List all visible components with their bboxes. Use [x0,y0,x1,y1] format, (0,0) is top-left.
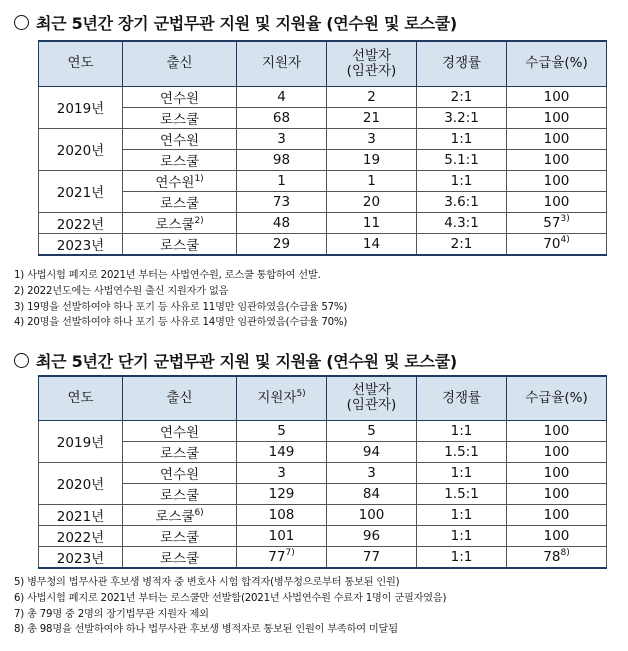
ratio-cell: 1:1 [417,546,507,568]
ratio-cell: 3.2:1 [417,107,507,128]
ratio-cell: 1.5:1 [417,441,507,462]
ratio-cell: 2:1 [417,86,507,107]
rate-cell: 100 [507,170,607,191]
rate-cell: 100 [507,128,607,149]
col-ratio: 경쟁률 [417,41,507,86]
applicants-cell: 3 [237,128,327,149]
ratio-cell: 1:1 [417,420,507,441]
origin-cell: 로스쿨 [123,525,237,546]
rate-cell: 100 [507,525,607,546]
year-cell: 2019년 [39,420,123,462]
col-origin: 출신 [123,376,237,420]
origin-cell: 연수원$^{1)}$ [123,170,237,191]
col-selected: 선발자 (임관자) [327,376,417,420]
applicants-cell: 3 [237,462,327,483]
note: 4) 20명을 선발하여야 하나 포기 등 사유로 14명만 임관하였음(수급율 70%) [14,317,348,329]
origin-cell: 로스쿨$^{2)}$ [123,212,237,233]
origin-cell: 로스쿨$^{6)}$ [123,504,237,525]
note: 8) 총 98명을 선발하여야 하나 법무사관 후보생 병적자로 통보된 인원이 부족하여 미달됨 [14,624,398,636]
col-applicants: 지원자$^{5)}$ [237,376,327,420]
col-selected: 선발자 (임관자) [327,41,417,86]
selected-cell: 3 [327,128,417,149]
note: 5) 병무청의 법무사관 후보생 병적자 중 변호사 시험 합격자(병무청으로부터 통보된 인원) [14,577,400,588]
rate-cell: 100 [507,441,607,462]
rate-cell: 100 [507,149,607,170]
origin-cell: 로스쿨 [123,233,237,255]
ratio-cell: 1:1 [417,525,507,546]
year-cell: 2021년 [39,170,123,212]
applicants-cell: 1 [237,170,327,191]
selected-cell: 94 [327,441,417,462]
rate-cell: 100 [507,86,607,107]
long-term-table [38,40,607,256]
section1-notes [14,268,347,331]
table-row [39,212,607,233]
applicants-cell: 68 [237,107,327,128]
selected-cell: 19 [327,149,417,170]
selected-cell: 3 [327,462,417,483]
col-year: 연도 [39,376,123,420]
table-row [39,420,607,441]
selected-cell: 77 [327,546,417,568]
rate-cell: 100 [507,191,607,212]
year-cell: 2022년 [39,212,123,233]
applicants-cell: 29 [237,233,327,255]
ratio-cell: 1:1 [417,462,507,483]
table-row [39,233,607,255]
origin-cell: 연수원 [123,86,237,107]
origin-cell: 연수원 [123,462,237,483]
short-term-table [38,375,607,569]
note: 2) 2022년도에는 사법연수원 출신 지원자가 없음 [14,285,229,297]
year-cell: 2023년 [39,233,123,255]
applicants-cell: 77$^{7)}$ [237,546,327,568]
applicants-cell: 101 [237,525,327,546]
applicants-cell: 108 [237,504,327,525]
table-row [39,483,607,504]
rate-cell: 100 [507,462,607,483]
col-year: 연도 [39,41,123,86]
table-row [39,525,607,546]
ratio-cell: 2:1 [417,233,507,255]
origin-cell: 연수원 [123,420,237,441]
applicants-cell: 48 [237,212,327,233]
note: 1) 사법시험 폐지로 2021년 부터는 사법연수원, 로스쿨 통합하여 선발. [14,270,321,281]
table-row [39,107,607,128]
year-cell: 2022년 [39,525,123,546]
selected-cell: 14 [327,233,417,255]
applicants-cell: 4 [237,86,327,107]
section2-title: 최근 5년간 단기 군법무관 지원 및 지원율 (연수원 및 로스쿨) [14,349,457,372]
applicants-cell: 73 [237,191,327,212]
rate-cell: 70$^{4)}$ [507,233,607,255]
col-origin: 출신 [123,41,237,86]
ratio-cell: 1.5:1 [417,483,507,504]
ratio-cell: 1:1 [417,504,507,525]
note: 6) 사법시험 폐지로 2021년 부터는 로스쿨만 선발함(2021년 사법연수원 수료자 1명이 군필자였음) [14,592,447,604]
origin-cell: 로스쿨 [123,546,237,568]
year-cell: 2020년 [39,128,123,170]
ratio-cell: 1:1 [417,170,507,191]
rate-cell: 100 [507,504,607,525]
selected-cell: 96 [327,525,417,546]
applicants-cell: 149 [237,441,327,462]
section2-notes [14,575,446,638]
year-cell: 2021년 [39,504,123,525]
origin-cell: 연수원 [123,128,237,149]
table-row [39,191,607,212]
origin-cell: 로스쿨 [123,107,237,128]
year-cell: 2023년 [39,546,123,568]
applicants-cell: 129 [237,483,327,504]
origin-cell: 로스쿨 [123,483,237,504]
selected-cell: 1 [327,170,417,191]
table-row [39,441,607,462]
col-rate: 수급율(%) [507,376,607,420]
rate-cell: 100 [507,483,607,504]
selected-cell: 100 [327,504,417,525]
note: 7) 총 79명 중 2명의 장기법무관 지원자 제외 [14,608,209,620]
rate-cell: 100 [507,107,607,128]
ratio-cell: 4.3:1 [417,212,507,233]
col-rate: 수급율(%) [507,41,607,86]
ratio-cell: 5.1:1 [417,149,507,170]
origin-cell: 로스쿨 [123,441,237,462]
table-row [39,86,607,107]
rate-cell: 100 [507,420,607,441]
applicants-cell: 5 [237,420,327,441]
table-row [39,170,607,191]
year-cell: 2020년 [39,462,123,504]
table-row [39,128,607,149]
ratio-cell: 3.6:1 [417,191,507,212]
origin-cell: 로스쿨 [123,149,237,170]
table-row [39,462,607,483]
selected-cell: 84 [327,483,417,504]
note: 3) 19명을 선발하여야 하나 포기 등 사유로 11명만 임관하였음(수급율 57%) [14,301,348,313]
table-row [39,546,607,568]
origin-cell: 로스쿨 [123,191,237,212]
selected-cell: 2 [327,86,417,107]
selected-cell: 5 [327,420,417,441]
table-row [39,149,607,170]
selected-cell: 21 [327,107,417,128]
circle-bullet-icon [14,15,29,30]
selected-cell: 11 [327,212,417,233]
section1-title: 최근 5년간 장기 군법무관 지원 및 지원율 (연수원 및 로스쿨) [14,11,457,34]
col-applicants: 지원자 [237,41,327,86]
rate-cell: 57$^{3)}$ [507,212,607,233]
table-row [39,504,607,525]
rate-cell: 78$^{8)}$ [507,546,607,568]
year-cell: 2019년 [39,86,123,128]
ratio-cell: 1:1 [417,128,507,149]
applicants-cell: 98 [237,149,327,170]
col-ratio: 경쟁률 [417,376,507,420]
selected-cell: 20 [327,191,417,212]
circle-bullet-icon [14,353,29,368]
